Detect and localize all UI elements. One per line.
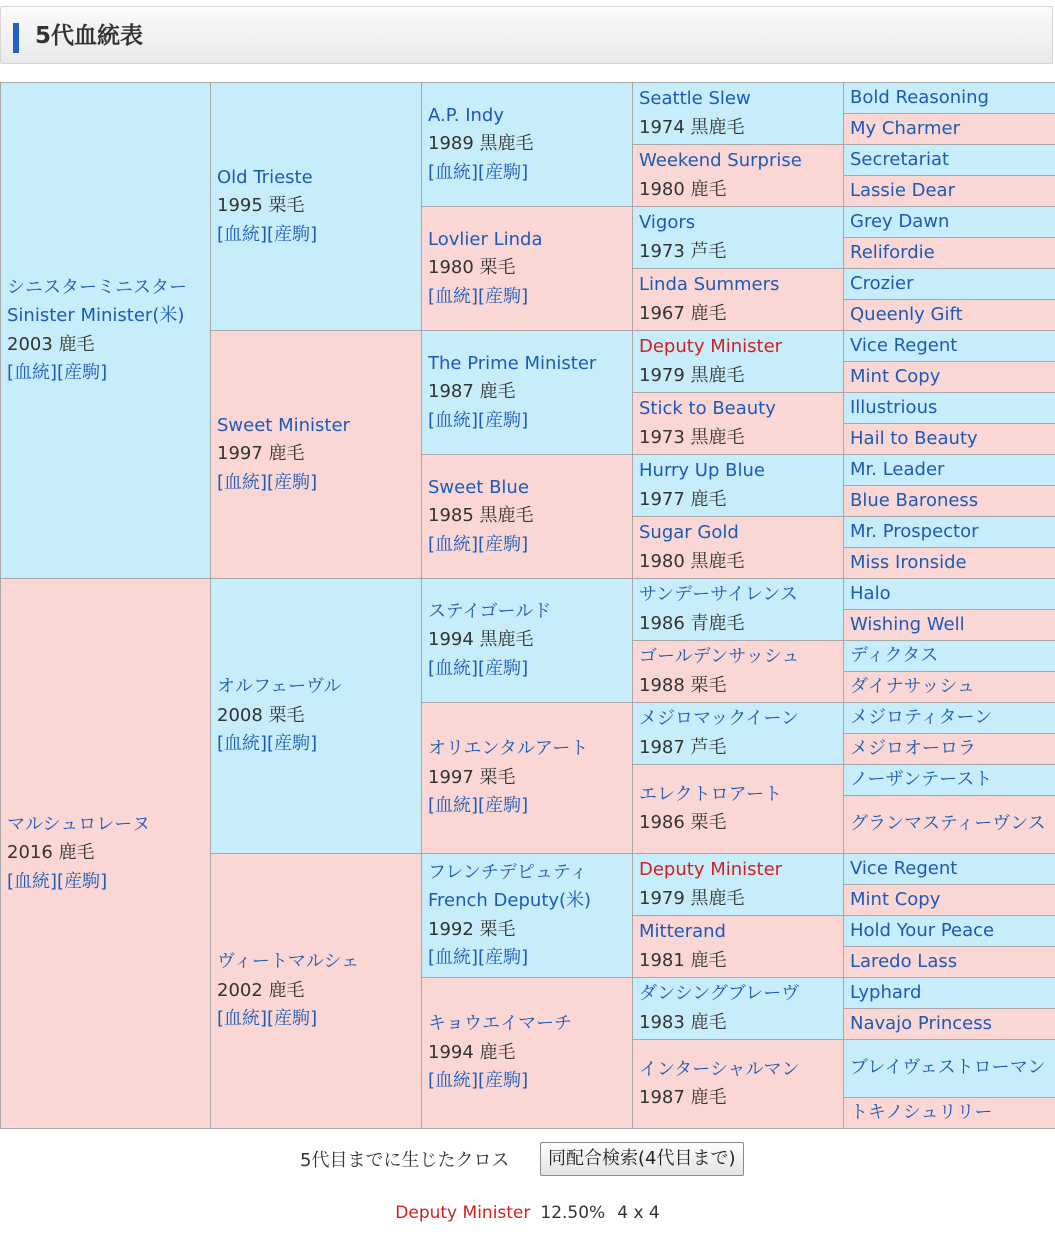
gen5-cell [844,1040,1055,1098]
horse-year-color: 1989 黒鹿毛 [428,133,534,155]
horse-year-color: 1994 黒鹿毛 [428,629,534,651]
horse-name-link[interactable]: Lyphard [850,981,922,1003]
gen3-cell [422,455,633,579]
horse-links [428,159,626,188]
gen4-cell [633,579,844,641]
pedigree-row [1,579,1055,610]
gen5-cell [844,916,1055,947]
horse-name-link[interactable]: トキノシュリリー [850,1101,993,1123]
horse-links [428,792,626,821]
horse-year-color: 1973 芦毛 [639,240,727,262]
offspring-link[interactable]: [産駒] [478,409,529,431]
horse-name-link[interactable]: Old Trieste [217,166,313,188]
gen2-cell [211,579,422,854]
horse-links [217,1005,415,1034]
horse-name-link[interactable]: Navajo Princess [850,1012,992,1034]
horse-year-color: 2008 栗毛 [217,704,305,726]
horse-name-link[interactable]: ノーザンテースト [850,768,993,790]
pedigree-link[interactable]: [血統] [428,161,479,183]
gen5-cell [844,424,1055,455]
offspring-link[interactable]: [産駒] [57,870,108,892]
cross-result [0,1203,1055,1223]
gen5-cell [844,672,1055,703]
horse-name-link[interactable]: Sweet Minister [217,414,350,436]
gen5-cell [844,548,1055,579]
gen4-cell [633,916,844,978]
gen4-cell [633,207,844,269]
horse-name-link[interactable]: Mitterand [639,921,726,942]
gen5-cell [844,114,1055,145]
horse-year-color: 2016 鹿毛 [7,842,95,864]
offspring-link[interactable]: [産駒] [267,733,318,755]
horse-name-origin-link[interactable]: French Deputy(米) [428,890,592,911]
pedigree-link[interactable]: [血統] [217,1008,268,1030]
pedigree-link[interactable]: [血統] [7,870,58,892]
horse-name-link[interactable]: メジロオーロラ [850,737,976,759]
offspring-link[interactable]: [産駒] [267,471,318,493]
horse-name-link[interactable]: ディクタス [850,644,939,666]
horse-name-link[interactable]: A.P. Indy [428,104,505,126]
same-mating-search-button[interactable]: 同配合検索(4代目まで) [540,1142,744,1176]
horse-name-link[interactable]: ゴールデンサッシュ [639,646,800,667]
horse-name-link[interactable]: Mr. Prospector [850,520,979,542]
horse-links [7,359,204,388]
gen4-cell [633,854,844,916]
horse-name-link[interactable]: Deputy Minister [639,859,783,880]
horse-name-link[interactable]: Stick to Beauty [639,398,776,419]
cross-row [0,1140,1055,1180]
horse-name-link[interactable]: エレクトロアート [639,783,783,805]
horse-name-link[interactable]: Mint Copy [850,888,941,910]
gen4-cell [633,393,844,455]
horse-year-color: 1992 栗毛 [428,918,516,940]
horse-links [428,655,626,684]
horse-year-color: 1995 栗毛 [217,195,305,217]
horse-name-link[interactable]: Laredo Lass [850,950,958,972]
gen5-cell [844,238,1055,269]
gen5-cell [844,947,1055,978]
gen4-cell [633,703,844,765]
gen5-cell [844,176,1055,207]
horse-name-link[interactable]: ステイゴールド [428,600,552,622]
section-header [0,6,1053,64]
horse-year-color: 1994 鹿毛 [428,1041,516,1063]
horse-name-link[interactable]: Vice Regent [850,857,958,879]
pedigree-table [0,82,1055,1129]
gen3-cell [422,83,633,207]
gen4-cell [633,1040,844,1129]
horse-year-color: 1986 青鹿毛 [639,612,745,634]
gen1-cell [1,83,211,579]
gen3-cell [422,331,633,455]
pedigree-row [1,83,1055,114]
gen3-cell [422,207,633,331]
horse-name-link[interactable]: Relifordie [850,241,935,263]
gen2-cell [211,83,422,331]
gen5-cell [844,641,1055,672]
horse-name-link[interactable]: ダイナサッシュ [850,675,975,697]
horse-links [217,469,415,498]
gen5-cell [844,796,1055,854]
horse-name-link[interactable]: マルシュロレーヌ [7,813,151,835]
horse-name-link[interactable]: オリエンタルアート [428,738,589,760]
gen4-cell [633,331,844,393]
horse-links [428,531,626,560]
horse-name-link[interactable]: フレンチデピュティ [428,861,588,883]
horse-links [428,407,626,436]
horse-name-link[interactable]: Hail to Beauty [850,427,978,449]
horse-year-color: 1974 黒鹿毛 [639,116,745,138]
gen4-cell [633,517,844,579]
gen5-cell [844,331,1055,362]
gen4-cell [633,455,844,517]
gen4-cell [633,765,844,854]
horse-name-link[interactable]: Mr. Leader [850,458,945,480]
gen4-cell [633,978,844,1040]
horse-name-link[interactable]: Queenly Gift [850,303,963,325]
horse-name-link[interactable]: Sweet Blue [428,476,529,498]
gen5-cell [844,765,1055,796]
gen4-cell [633,641,844,703]
horse-links [428,1067,626,1096]
pedigree-link[interactable]: [血統] [217,223,268,245]
pedigree-link[interactable]: [血統] [428,795,479,817]
gen2-cell [211,854,422,1129]
gen4-cell [633,145,844,207]
horse-name-link[interactable]: Hurry Up Blue [639,460,765,481]
gen4-cell [633,83,844,145]
horse-name-link[interactable]: Halo [850,582,891,604]
gen5-cell [844,885,1055,916]
gen5-cell [844,978,1055,1009]
cross-percent: 12.50% [540,1203,606,1223]
horse-name-link[interactable]: My Charmer [850,117,961,139]
pedigree-link[interactable]: [血統] [428,657,479,679]
cross-horse-link[interactable]: Deputy Minister [395,1203,531,1223]
horse-name-link[interactable]: Miss Ironside [850,551,967,573]
horse-name-link[interactable]: Lassie Dear [850,179,955,201]
horse-name-link[interactable]: メジロマックイーン [639,708,800,729]
horse-name-link[interactable]: インターシャルマン [639,1058,800,1080]
gen5-cell [844,854,1055,885]
horse-name-link[interactable]: Crozier [850,272,914,294]
offspring-link[interactable]: [産駒] [478,533,529,555]
horse-name-link[interactable]: Hold Your Peace [850,919,995,941]
horse-year-color: 1981 鹿毛 [639,949,727,971]
pedigree-link[interactable]: [血統] [428,947,479,968]
horse-name-link[interactable]: オルフェーヴル [217,676,342,698]
offspring-link[interactable]: [産駒] [478,657,529,679]
horse-links [428,283,626,312]
horse-name-link[interactable]: ダンシングブレーヴ [639,983,800,1004]
pedigree-link[interactable]: [血統] [217,471,268,493]
gen5-cell [844,734,1055,765]
horse-name-link[interactable]: Deputy Minister [639,336,783,357]
offspring-link[interactable]: [産駒] [478,161,529,183]
gen3-cell [422,579,633,703]
horse-name-link[interactable]: Sugar Gold [639,522,739,543]
horse-name-link[interactable]: Illustrious [850,396,938,418]
pedigree-link[interactable]: [血統] [428,533,479,555]
pedigree-link[interactable]: [血統] [428,1070,479,1092]
offspring-link[interactable]: [産駒] [478,1070,529,1092]
horse-name-link[interactable]: Bold Reasoning [850,86,989,108]
horse-links [428,944,626,973]
horse-name-link[interactable]: Blue Baroness [850,489,979,511]
pedigree-link[interactable]: [血統] [428,409,479,431]
gen2-cell [211,331,422,579]
horse-year-color: 1997 栗毛 [428,766,516,788]
horse-year-color: 1977 鹿毛 [639,488,727,510]
offspring-link[interactable]: [産駒] [57,362,108,383]
offspring-link[interactable]: [産駒] [267,223,318,245]
horse-name-link[interactable]: Weekend Surprise [639,150,802,171]
gen5-cell [844,703,1055,734]
cross-label: 5代目までに生じたクロス [300,1150,510,1171]
horse-year-color: 1988 栗毛 [639,674,727,696]
gen5-cell [844,610,1055,641]
horse-year-color: 1987 芦毛 [639,736,727,758]
horse-year-color: 1979 黒鹿毛 [639,887,745,909]
horse-year-color: 1987 鹿毛 [428,381,516,403]
gen5-cell [844,579,1055,610]
horse-name-link[interactable]: Grey Dawn [850,210,950,232]
horse-name-link[interactable]: The Prime Minister [428,352,597,374]
horse-year-color: 1983 鹿毛 [639,1011,727,1033]
horse-name-link[interactable]: Vice Regent [850,334,958,356]
horse-year-color: 2003 鹿毛 [7,333,95,355]
gen5-cell [844,1009,1055,1040]
horse-name-link[interactable]: Seattle Slew [639,88,751,109]
offspring-link[interactable]: [産駒] [478,285,529,307]
offspring-link[interactable]: [産駒] [478,947,529,968]
gen5-cell [844,517,1055,548]
horse-name-link[interactable]: Mint Copy [850,365,941,387]
offspring-link[interactable]: [産駒] [267,1008,318,1030]
gen5-cell [844,393,1055,424]
gen3-cell [422,703,633,854]
page-title: 5代血統表 [35,23,144,49]
horse-name-link[interactable]: ブレイヴェストローマン [850,1057,1046,1079]
gen5-cell [844,455,1055,486]
gen5-cell [844,486,1055,517]
horse-name-link[interactable]: シニスターミニスター [7,276,187,298]
horse-year-color: 1997 鹿毛 [217,443,305,465]
horse-name-link[interactable]: Secretariat [850,148,950,170]
horse-name-link[interactable]: Wishing Well [850,613,965,635]
horse-name-link[interactable]: ヴィートマルシェ [217,951,360,973]
gen1-cell [1,579,211,1129]
horse-links [7,868,204,897]
horse-year-color: 1980 栗毛 [428,257,516,279]
gen5-cell [844,362,1055,393]
gen5-cell [844,269,1055,300]
horse-name-link[interactable]: キョウエイマーチ [428,1013,572,1035]
horse-year-color: 2002 鹿毛 [217,979,305,1001]
horse-year-color: 1987 鹿毛 [639,1087,727,1108]
horse-name-link[interactable]: サンデーサイレンス [639,584,798,605]
horse-name-link[interactable]: メジロティターン [850,706,993,728]
pedigree-link[interactable]: [血統] [217,733,268,755]
gen3-cell [422,978,633,1129]
horse-year-color: 1979 黒鹿毛 [639,364,745,386]
gen5-cell [844,83,1055,114]
gen4-cell [633,269,844,331]
pedigree-link[interactable]: [血統] [7,362,58,383]
pedigree-link[interactable]: [血統] [428,285,479,307]
offspring-link[interactable]: [産駒] [478,795,529,817]
horse-year-color: 1980 鹿毛 [639,178,727,200]
horse-year-color: 1986 栗毛 [639,812,727,833]
horse-name-link[interactable]: Linda Summers [639,274,780,295]
gen5-cell [844,145,1055,176]
horse-year-color: 1967 鹿毛 [639,302,727,324]
gen5-cell [844,300,1055,331]
gen5-cell [844,1098,1055,1129]
horse-links [217,730,415,759]
horse-name-link[interactable]: Vigors [639,212,696,233]
gen5-cell [844,207,1055,238]
horse-name-link[interactable]: Lovlier Linda [428,228,543,250]
horse-name-link[interactable]: グランマスティーヴンス [850,813,1046,835]
horse-name-origin-link[interactable]: Sinister Minister(米) [7,305,185,326]
header-accent-bar [13,23,19,53]
cross-pattern: 4 x 4 [617,1203,660,1223]
horse-links [217,221,415,250]
horse-year-color: 1985 黒鹿毛 [428,505,534,527]
horse-year-color: 1980 黒鹿毛 [639,550,745,572]
gen3-cell [422,854,633,978]
horse-year-color: 1973 黒鹿毛 [639,426,745,448]
